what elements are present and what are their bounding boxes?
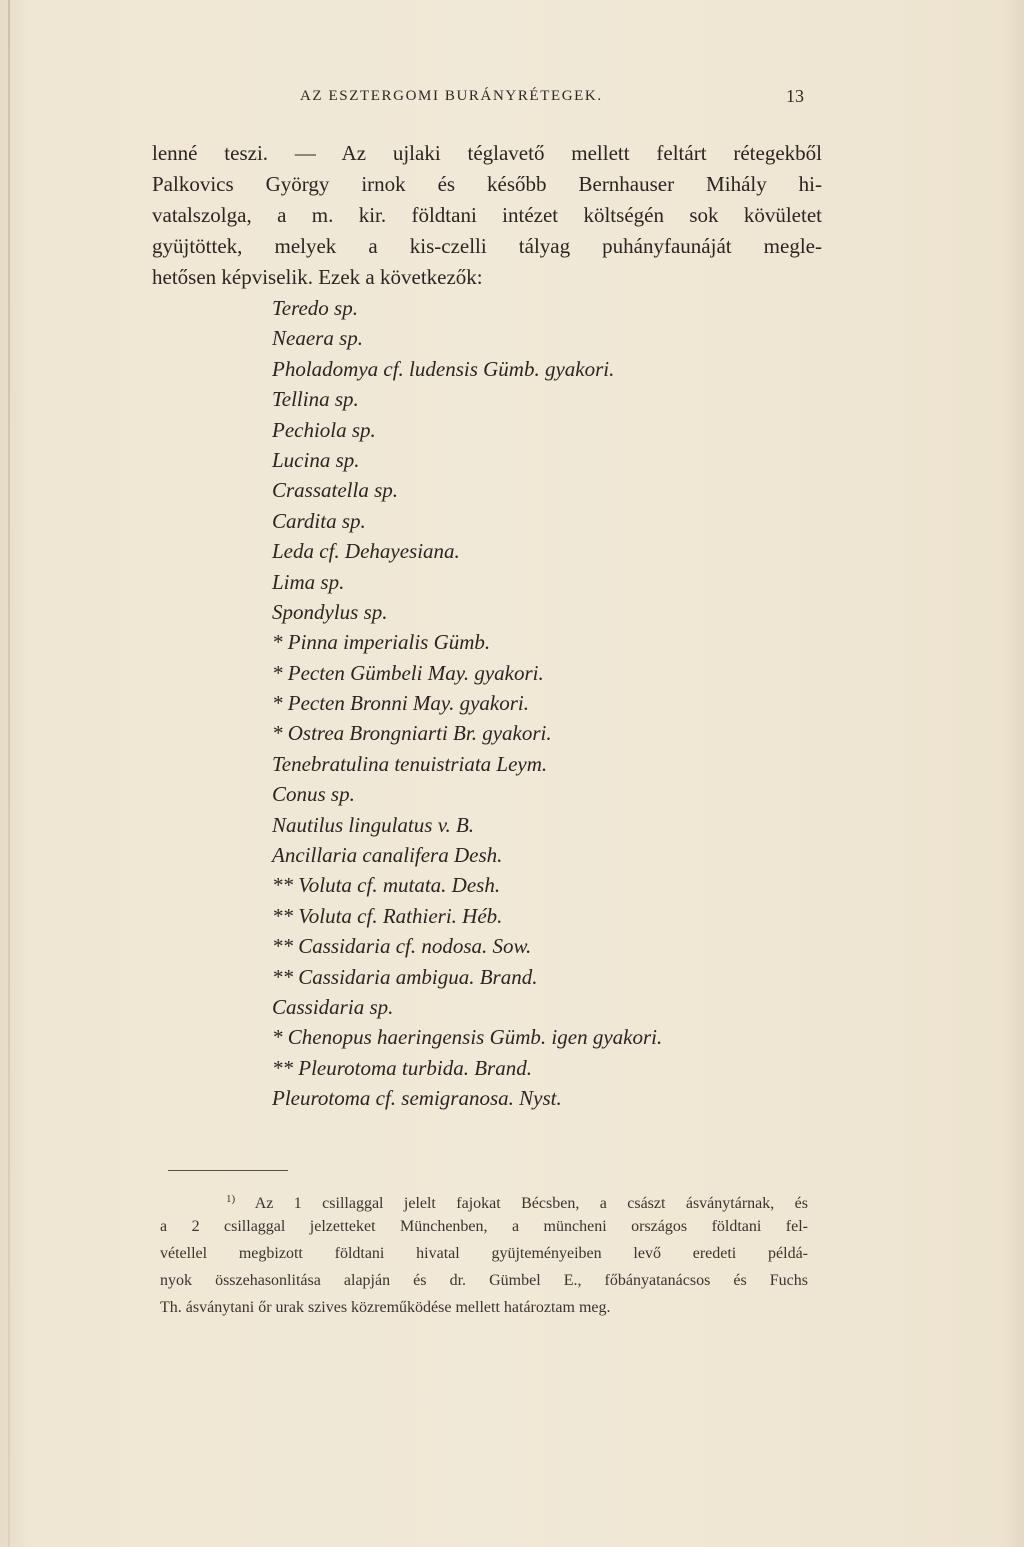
species-item: Cassidaria sp. (272, 994, 394, 1019)
species-item: Crassatella sp. (272, 478, 399, 503)
species-item: * Pecten Bronni May. gyakori. (272, 691, 529, 716)
body-line: lenné teszi. — Az ujlaki téglavető mellett feltárt rétegekből (152, 141, 822, 165)
body-line: Palkovics György irnok és később Bernhauser Mihály hi- (152, 172, 822, 196)
species-item: Pholadomya cf. ludensis Gümb. gyakori. (272, 356, 615, 381)
footnote-line: Th. ásványtani őr urak szives közreműködése mellett határoztam meg. (160, 1299, 611, 1316)
species-item: Tenebratulina tenuistriata Leym. (272, 751, 548, 776)
footnote-line: a 2 csillaggal jelzetteket Münchenben, a müncheni országos földtani fel- (160, 1218, 808, 1235)
species-item: * Chenopus haeringensis Gümb. igen gyakori. (272, 1025, 663, 1050)
species-item: Tellina sp. (272, 387, 359, 412)
footnote-divider (168, 1170, 288, 1171)
species-item: * Ostrea Brongniarti Br. gyakori. (272, 721, 552, 746)
body-line: gyüjtöttek, melyek a kis-czelli tályag puhányfaunáját megle- (152, 234, 822, 258)
body-paragraph (152, 138, 822, 293)
running-head: AZ ESZTERGOMI BURÁNYRÉTEGEK. (300, 88, 603, 104)
footnote-marker: 1) (226, 1193, 236, 1205)
footnote-text: Az 1 csillaggal jelelt fajokat Bécsben, a császt ásványtárnak, és (254, 1195, 808, 1212)
species-item: ** Voluta cf. Rathieri. Héb. (272, 903, 503, 928)
species-item: Cardita sp. (272, 508, 366, 533)
species-item: * Pecten Gümbeli May. gyakori. (272, 660, 544, 685)
page-number: 13 (786, 86, 804, 106)
species-item: ** Cassidaria cf. nodosa. Sow. (272, 934, 532, 959)
page-gutter (8, 0, 10, 1547)
body-line: hetősen képviselik. Ezek a következők: (152, 265, 483, 289)
species-item: Lucina sp. (272, 447, 360, 472)
footnote-line: nyok összehasonlitása alapján és dr. Gümbel E., főbányatanácsos és Fuchs (160, 1272, 808, 1289)
species-item: Leda cf. Dehayesiana. (272, 539, 460, 564)
species-item: Pechiola sp. (272, 417, 376, 442)
species-item: Conus sp. (272, 782, 355, 807)
species-item: ** Cassidaria ambigua. Brand. (272, 964, 538, 989)
species-item: Ancillaria canalifera Desh. (272, 843, 503, 868)
species-item: Neaera sp. (272, 326, 363, 351)
species-list (272, 293, 832, 1114)
species-item: ** Pleurotoma turbida. Brand. (272, 1055, 532, 1080)
species-item: Lima sp. (272, 569, 345, 594)
species-item: ** Voluta cf. mutata. Desh. (272, 873, 501, 898)
species-item: * Pinna imperialis Gümb. (272, 630, 491, 655)
footnote-line (160, 1186, 808, 1213)
species-item: Spondylus sp. (272, 599, 388, 624)
species-item: Pleurotoma cf. semigranosa. Nyst. (272, 1086, 562, 1111)
species-item: Teredo sp. (272, 296, 358, 320)
body-line: vatalszolga, a m. kir. földtani intézet költségén sok kövületet (152, 203, 822, 227)
footnote-line: vétellel megbizott földtani hivatal gyüjteményeiben levő eredeti példá- (160, 1245, 808, 1262)
species-item: Nautilus lingulatus v. B. (272, 812, 475, 837)
footnote (160, 1186, 808, 1321)
